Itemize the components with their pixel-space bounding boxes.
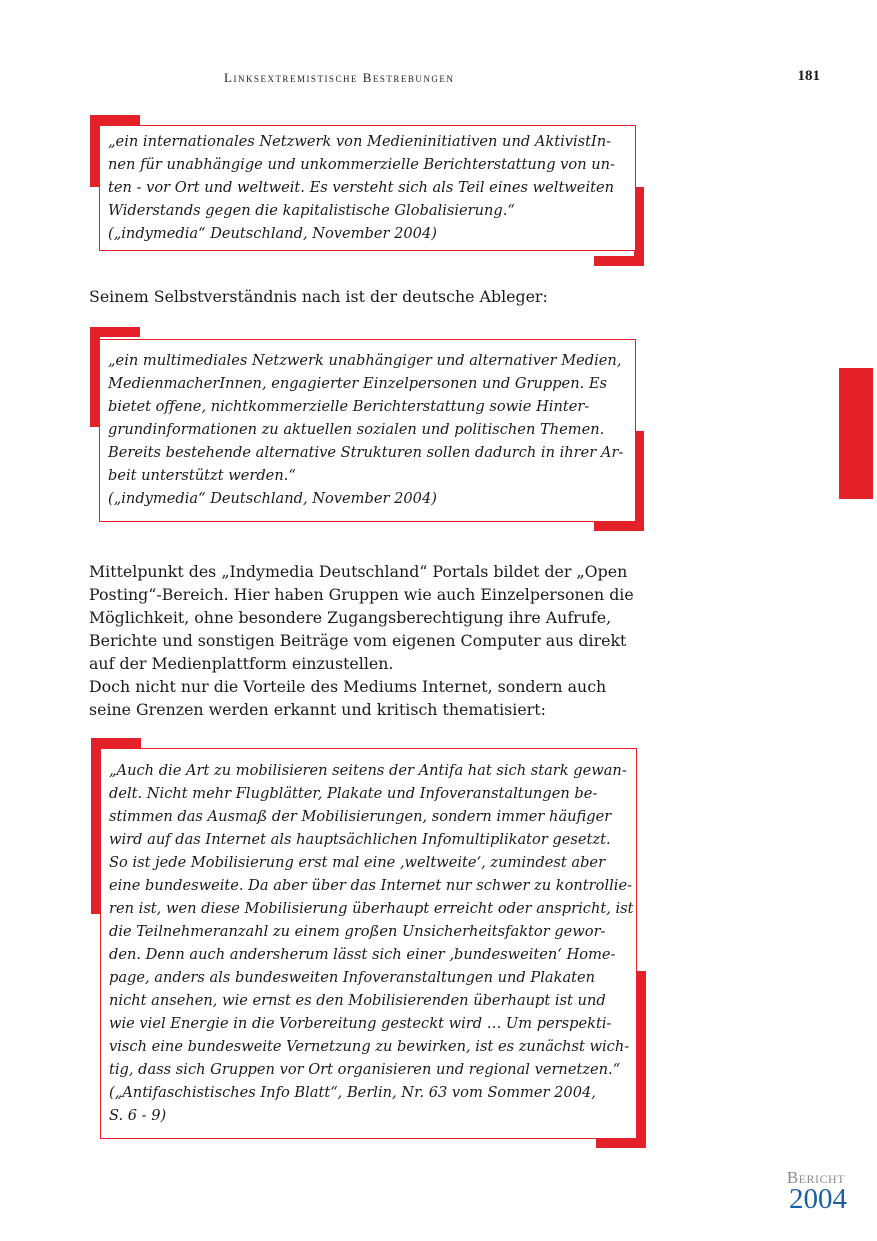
quote-line: wie viel Energie in die Vorbereitung gesteckt wird … Um perspekti- bbox=[109, 1015, 612, 1032]
quote-line: wird auf das Internet als hauptsächlichen Infomultiplikator gesetzt. bbox=[109, 831, 611, 848]
quote-text-box bbox=[100, 748, 637, 1139]
quote-line: visch eine bundesweite Vernetzung zu bewirken, ist es zunächst wich- bbox=[109, 1038, 630, 1055]
quote-line: stimmen das Ausmaß der Mobilisierungen, sondern immer häufiger bbox=[109, 808, 612, 825]
chapter-tab-marker bbox=[839, 368, 873, 499]
quote-text-box bbox=[99, 125, 636, 251]
quote-line: ten - vor Ort und weltweit. Es versteht sich als Teil eines weltweiten bbox=[108, 179, 615, 196]
quote-line: die Teilnehmeranzahl zu einem großen Unsicherheitsfaktor gewor- bbox=[109, 923, 606, 940]
quote-text-box bbox=[99, 339, 636, 522]
quote-accent-top bbox=[91, 738, 141, 748]
quote-line: „ein multimediales Netzwerk unabhängiger und alternativer Medien, bbox=[108, 352, 622, 369]
quote-line: nen für unabhängige und unkommerzielle Berichterstattung von un- bbox=[108, 156, 615, 173]
paragraph-line: auf der Medienplattform einzustellen. bbox=[89, 654, 394, 673]
paragraph-line: Doch nicht nur die Vorteile des Mediums Internet, sondern auch bbox=[89, 677, 607, 696]
footer-report-year: 2004 bbox=[789, 1183, 847, 1215]
paragraph-2 bbox=[89, 560, 634, 721]
quote-line: beit unterstützt werden.“ bbox=[108, 467, 296, 484]
quote-line: den. Denn auch andersherum lässt sich einer ‚bundesweiten‘ Home- bbox=[109, 946, 616, 963]
quote-accent-top bbox=[90, 327, 140, 337]
quote-line: Widerstands gegen die kapitalistische Globalisierung.“ bbox=[108, 202, 515, 219]
paragraph-line: seine Grenzen werden erkannt und kritisch thematisiert: bbox=[89, 700, 546, 719]
quote-accent-bottom bbox=[596, 1138, 646, 1148]
paragraph-line: Berichte und sonstigen Beiträge vom eigenen Computer aus direkt bbox=[89, 631, 627, 650]
quote-line: page, anders als bundesweiten Infoveranstaltungen und Plakaten bbox=[109, 969, 596, 986]
quote-line: nicht ansehen, wie ernst es den Mobilisierenden überhaupt ist und bbox=[109, 992, 606, 1009]
quote-line: eine bundesweite. Da aber über das Internet nur schwer zu kontrollie- bbox=[109, 877, 633, 894]
quote-accent-bottom bbox=[594, 521, 644, 531]
paragraph-line: Posting“-Bereich. Hier haben Gruppen wie auch Einzelpersonen die bbox=[89, 585, 634, 604]
quote-source: („indymedia“ Deutschland, November 2004) bbox=[108, 490, 437, 507]
page-number: 181 bbox=[797, 68, 820, 84]
quote-accent-top bbox=[90, 115, 140, 125]
quote-line: So ist jede Mobilisierung erst mal eine ‚weltweite‘, zumindest aber bbox=[109, 854, 606, 871]
quote-line: tig, dass sich Gruppen vor Ort organisieren und regional vernetzen.“ bbox=[109, 1061, 621, 1078]
quote-line: MedienmacherInnen, engagierter Einzelpersonen und Gruppen. Es bbox=[108, 375, 608, 392]
quote-line: bietet offene, nichtkommerzielle Berichterstattung sowie Hinter- bbox=[108, 398, 590, 415]
paragraph-line: Mittelpunkt des „Indymedia Deutschland“ Portals bildet der „Open bbox=[89, 562, 628, 581]
quote-accent-right bbox=[636, 971, 646, 1148]
quote-line: ren ist, wen diese Mobilisierung überhaupt erreicht oder anspricht, ist bbox=[109, 900, 634, 917]
quote-line: Bereits bestehende alternative Strukturen sollen dadurch in ihrer Ar- bbox=[108, 444, 624, 461]
footer-report-label: Bericht bbox=[786, 1168, 845, 1187]
quote-line: „Auch die Art zu mobilisieren seitens der Antifa hat sich stark gewan- bbox=[109, 762, 627, 779]
quote-source: S. 6 - 9) bbox=[109, 1107, 167, 1124]
paragraph-1 bbox=[89, 285, 548, 308]
quote-source: („indymedia“ Deutschland, November 2004) bbox=[108, 225, 437, 242]
quote-line: „ein internationales Netzwerk von Medieninitiativen und AktivistIn- bbox=[108, 133, 612, 150]
paragraph-line: Möglichkeit, ohne besondere Zugangsberechtigung ihre Aufrufe, bbox=[89, 608, 612, 627]
running-header: Linksextremistische Bestrebungen bbox=[224, 70, 455, 85]
quote-accent-bottom bbox=[594, 256, 644, 266]
quote-line: delt. Nicht mehr Flugblätter, Plakate und Infoveranstaltungen be- bbox=[109, 785, 598, 802]
quote-line: grundinformationen zu aktuellen sozialen und politischen Themen. bbox=[108, 421, 605, 438]
quote-source: („Antifaschistisches Info Blatt“, Berlin, Nr. 63 vom Sommer 2004, bbox=[109, 1084, 596, 1101]
paragraph-line: Seinem Selbstverständnis nach ist der deutsche Ableger: bbox=[89, 287, 548, 306]
